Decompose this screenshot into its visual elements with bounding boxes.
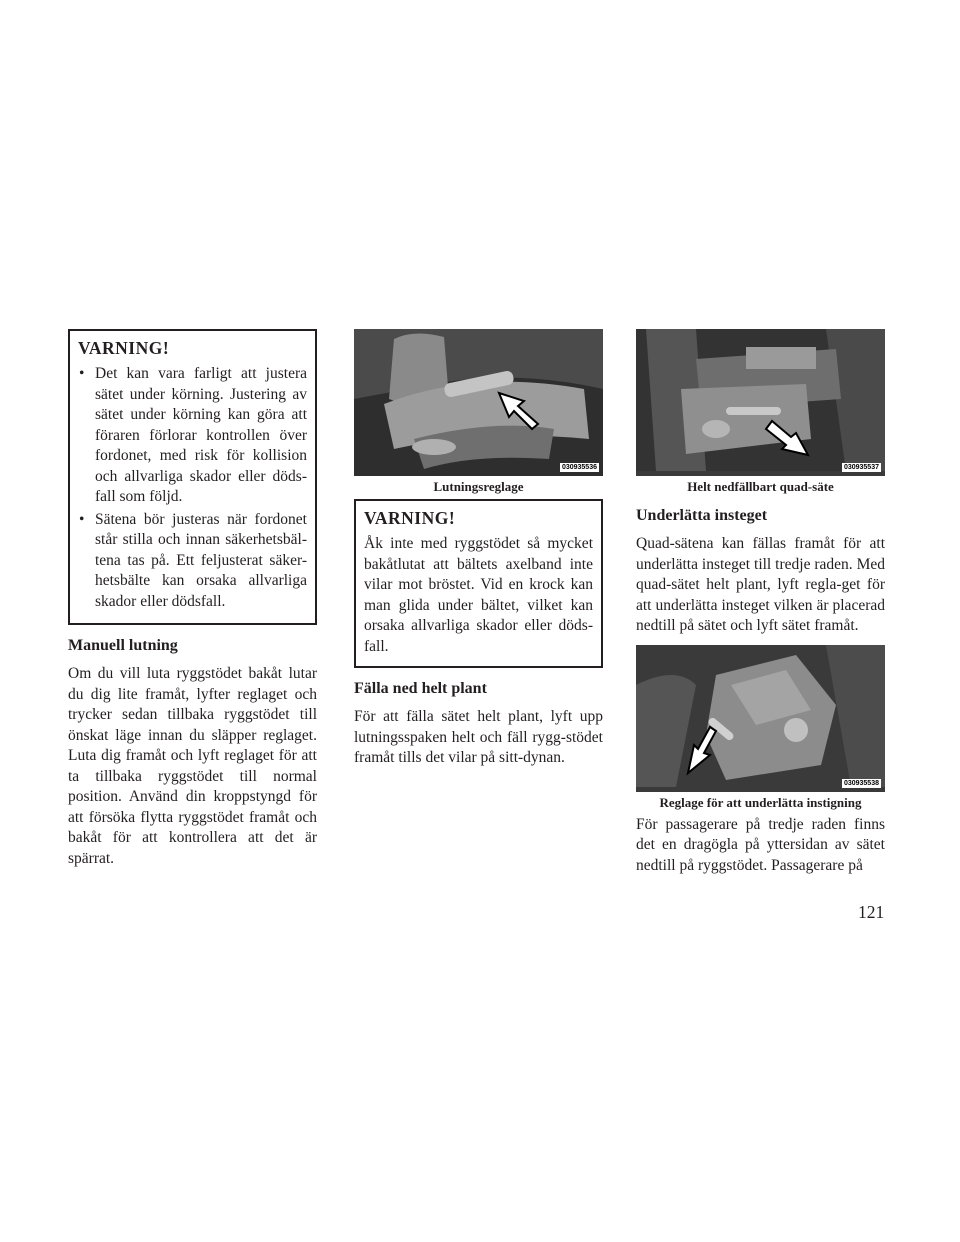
warning-bullet-text: Sätena bör justeras när fordonet står stilla och innan säkerhetsbäl-tena tas på. Ett feljusterat säker-hetsbälte kan orsaka allvarliga skador eller dödsfall. xyxy=(95,510,307,610)
seat-illustration xyxy=(354,329,603,476)
figure-caption: Reglage för att underlätta instigning xyxy=(659,794,862,810)
easy-entry-lever-photo xyxy=(636,645,885,792)
section-heading: Underlätta insteget xyxy=(636,507,768,524)
warning-list xyxy=(78,364,307,612)
warning-bullet xyxy=(78,510,307,613)
folded-quad-seat-photo xyxy=(636,329,885,476)
body-paragraph: För passagerare på tredje raden finns det en dragögla på yttersidan av sätet nedtill på ryggstödet. Passagerare på xyxy=(636,815,885,874)
body-paragraph: För att fälla sätet helt plant, lyft upp lutningsspaken helt och fäll rygg-stödet framåt tills det vilar på sitt-dynan. xyxy=(354,708,603,766)
figure-caption: Helt nedfällbart quad-säte xyxy=(687,479,834,494)
body-paragraph: Quad-sätena kan fällas framåt för att underlätta insteget till tredje raden. Med quad-sätet helt plant, lyft regla-get för att underlätta insteget vilken är placerad nedtill på sätet och lyft sätet framåt. xyxy=(636,535,885,634)
column-right xyxy=(636,329,885,876)
column-middle xyxy=(354,329,603,769)
seat-illustration xyxy=(636,645,885,787)
column-left xyxy=(68,329,317,869)
bullet-icon: • xyxy=(79,365,85,382)
seat-recline-lever-photo xyxy=(354,329,603,476)
warning-bullet xyxy=(78,364,307,508)
page-number: 121 xyxy=(858,902,885,922)
warning-box xyxy=(68,329,317,625)
section-heading: Fälla ned helt plant xyxy=(354,680,487,697)
figure-code: 030935536 xyxy=(561,464,597,471)
warning-bullet-text: Det kan vara farligt att justera sätet under körning. Justering av sätet under körning kan göra att föraren förlorar kontrollen över fordonet, med risk för kollision och allvarliga skador eller döds-fall som följd. xyxy=(95,365,307,505)
bullet-icon: • xyxy=(79,510,85,528)
warning-box xyxy=(354,499,603,668)
figure-code: 030935537 xyxy=(843,464,879,471)
figure-code: 030935538 xyxy=(843,779,879,787)
seat-illustration xyxy=(636,329,885,471)
section-heading: Manuell lutning xyxy=(68,637,178,654)
figure-caption: Lutningsreglage xyxy=(433,479,524,494)
warning-title: VARNING! xyxy=(364,508,456,528)
body-paragraph: Om du vill luta ryggstödet bakåt lutar du dig lite framåt, lyfter reglaget och trycker sedan tillbaka ryggstödet till önskat läge innan du släpper reglaget. Luta dig framåt och lyft reglaget för att ta tillbaka ryggstödet till normal position. Använd din kroppstyngd för att försöka flytta ryggstödet framåt och bakåt för att kontrollera att det är spärrat. xyxy=(68,665,317,867)
warning-text: Åk inte med ryggstödet så mycket bakåtlutat att bältets axelband inte vilar mot bröstet. Vid en krock kan man glida under bältet, vilket kan orsaka allvarliga skador eller döds-fall. xyxy=(364,535,593,655)
warning-title: VARNING! xyxy=(78,338,170,358)
